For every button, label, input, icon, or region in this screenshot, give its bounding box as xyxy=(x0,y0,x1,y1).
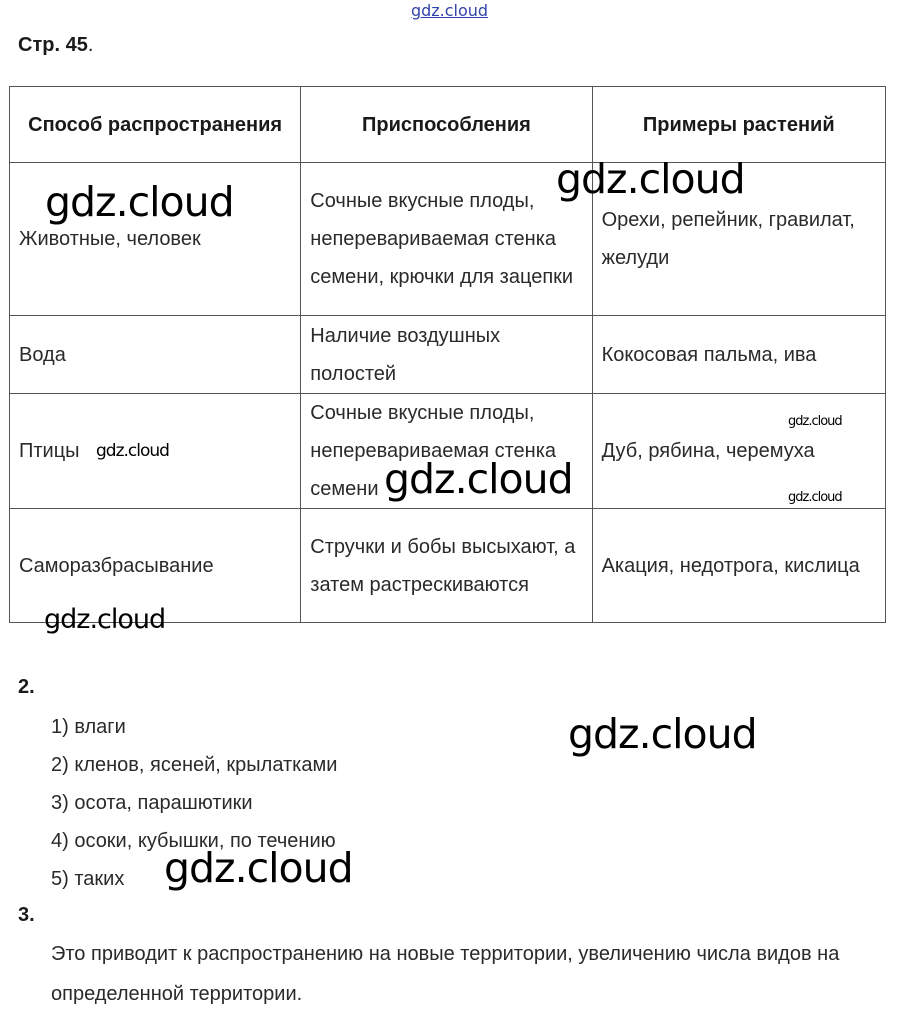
cell-adaptations: Стручки и бобы высыхают, а затем растрескиваются xyxy=(301,509,592,623)
header-examples: Примеры растений xyxy=(592,87,885,163)
table-header-row xyxy=(10,87,886,163)
section-3-text: Это приводит к распространению на новые территории, увеличению числа видов на определенной территории. xyxy=(51,943,840,1005)
cell-method: Птицы xyxy=(10,394,301,509)
watermark: gdz.cloud xyxy=(788,414,842,429)
watermark: gdz.cloud xyxy=(164,844,353,892)
watermark: gdz.cloud xyxy=(44,604,166,635)
watermark: gdz.cloud xyxy=(45,178,234,226)
header-method: Способ распространения xyxy=(10,87,301,163)
list-item: 4) осоки, кубышки, по течению xyxy=(51,830,336,852)
table-row xyxy=(10,316,886,394)
cell-examples: Акация, недотрога, кислица xyxy=(592,509,885,623)
cell-method: Саморазбрасывание xyxy=(10,509,301,623)
site-link[interactable]: gdz.cloud xyxy=(410,1,489,20)
cell-adaptations: Сочные вкусные плоды, непереваривaемая стенка семени xyxy=(301,394,592,509)
watermark: gdz.cloud xyxy=(96,441,169,461)
watermark: gdz.cloud xyxy=(384,455,573,503)
list-item: 3) осота, парашютики xyxy=(51,792,253,814)
watermark: gdz.cloud xyxy=(568,710,757,758)
section-2-number: 2. xyxy=(18,676,35,698)
dispersal-table xyxy=(9,86,886,623)
list-item: 1) влаги xyxy=(51,716,126,738)
cell-examples: Дуб, рябина, черемуха xyxy=(592,394,885,509)
cell-examples: Кокосовая пальма, ива xyxy=(592,316,885,394)
header-adaptations: Приспособления xyxy=(301,87,592,163)
section-3-number: 3. xyxy=(18,904,35,926)
cell-method: Вода xyxy=(10,316,301,394)
list-item: 5) таких xyxy=(51,868,125,890)
page-number: Стр. 45. xyxy=(18,34,94,56)
cell-examples: Орехи, репейник, гравилат, желуди xyxy=(592,163,885,316)
watermark: gdz.cloud xyxy=(556,155,745,203)
cell-method: Животные, человек xyxy=(10,163,301,316)
watermark: gdz.cloud xyxy=(788,490,842,505)
cell-adaptations: Наличие воздушных полостей xyxy=(301,316,592,394)
cell-adaptations: Сочные вкусные плоды, непереваривaемая стенка семени, крючки для зацепки xyxy=(301,163,592,316)
list-item: 2) кленов, ясеней, крылатками xyxy=(51,754,338,776)
